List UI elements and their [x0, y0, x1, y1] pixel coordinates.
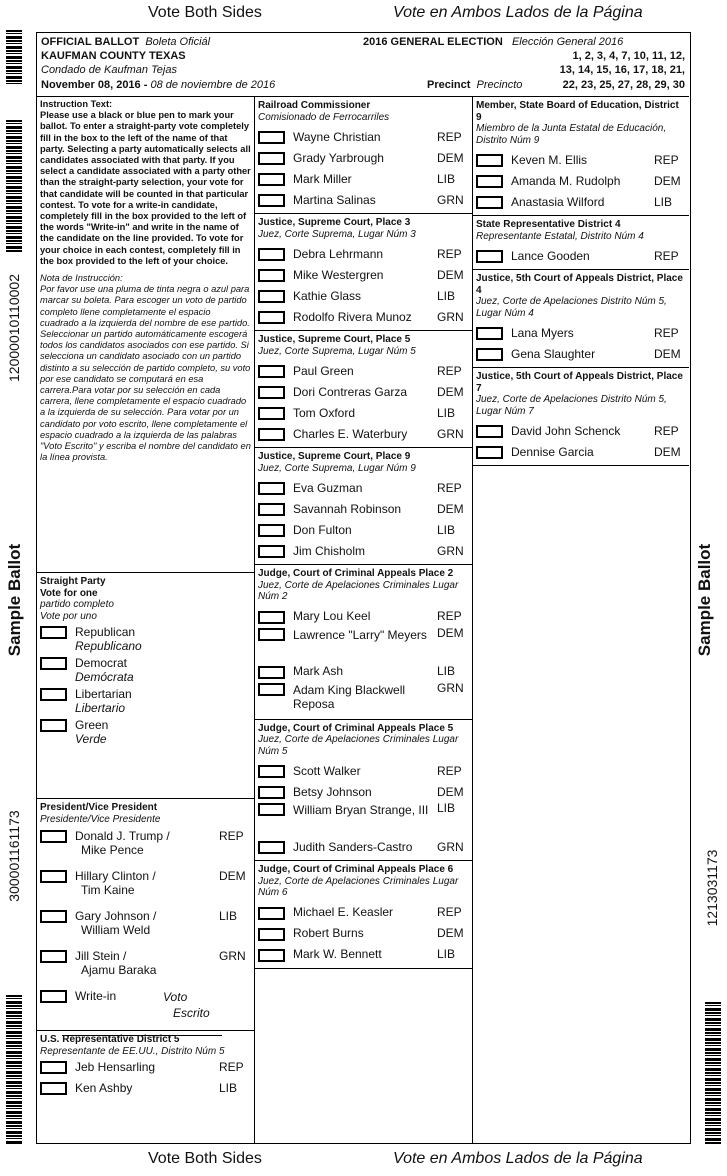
- election-title-es: Elección General 2016: [511, 36, 624, 48]
- candidate-row[interactable]: [476, 323, 686, 344]
- instructions-body: Please use a black or blue pen to mark your ballot. To enter a straight-party vote completely fill in the box to the left of the name of that party. Selecting a party automatically selects all candidates associated with that party. If you select a candidate associated with a party other than the straight-party selection, your vote for that candidate will be counted in that particular contest. To vote for a write-in candidate, completely fill in the box provided to the left of the words "Write-in" and write in the name of the candidate on the line provided. To vote for your choice in each contest, completely fill in the box provided to the left of your choice.: [40, 110, 251, 266]
- candidate-party: LIB: [437, 947, 456, 962]
- party-label: [75, 656, 134, 684]
- contest-title: Justice, Supreme Court, Place 9: [258, 451, 411, 462]
- candidate-name: Adam King Blackwell Reposa: [293, 682, 406, 711]
- party-checkbox[interactable]: [40, 719, 67, 732]
- party-name-es: Libertario: [75, 701, 126, 715]
- party-label: [75, 687, 132, 715]
- candidate-row[interactable]: [258, 924, 469, 945]
- contest-title: Railroad Commissioner: [258, 100, 371, 111]
- candidate-party: GRN: [437, 192, 464, 207]
- candidate-party: REP: [219, 1059, 244, 1074]
- president-title-es: Presidente/Vice Presidente: [40, 813, 161, 825]
- candidate-name: Amanda M. Rudolph: [511, 173, 621, 188]
- candidate-party: GRN: [437, 839, 464, 854]
- candidate-checkbox[interactable]: [258, 524, 285, 537]
- candidate-row[interactable]: [258, 361, 469, 382]
- contest-title: Judge, Court of Criminal Appeals Place 6: [258, 864, 454, 875]
- writein-checkbox[interactable]: [40, 990, 67, 1003]
- contest-title: Justice, 5th Court of Appeals District, Place 4: [476, 273, 683, 296]
- candidate-checkbox[interactable]: [258, 765, 285, 778]
- usrep-title: U.S. Representative District 5: [40, 1034, 180, 1045]
- president-candidate[interactable]: [40, 869, 251, 905]
- candidate-name: [75, 829, 219, 857]
- candidate-name: Tom Oxford: [293, 405, 356, 420]
- candidate-row[interactable]: [258, 265, 469, 286]
- candidate-party: LIB: [654, 194, 673, 209]
- party-checkbox[interactable]: [40, 688, 67, 701]
- candidate-checkbox[interactable]: [258, 503, 285, 516]
- party-name: Democrat: [75, 656, 128, 670]
- candidate-party: DEM: [654, 346, 681, 361]
- barcode-bottom-right: [705, 1002, 721, 1144]
- straight-party-title-es: partido completo: [40, 599, 114, 610]
- writein-es-2: Escrito: [173, 1006, 210, 1020]
- candidate-name: Savannah Robinson: [293, 501, 402, 516]
- column-3: [473, 97, 689, 1143]
- candidate-name: Dennise Garcia: [511, 444, 594, 459]
- candidate-name: Judith Sanders-Castro: [293, 839, 413, 854]
- vote-both-sides-es-bottom: Vote en Ambos Lados de la Página: [393, 1150, 643, 1167]
- candidate-party: REP: [654, 423, 679, 438]
- contest-candidates: [258, 478, 469, 562]
- usrep-candidates: [40, 1057, 251, 1099]
- candidate-party: GRN: [437, 543, 464, 558]
- candidate-checkbox[interactable]: [476, 327, 503, 340]
- straight-party-section: [37, 573, 254, 799]
- candidate-row[interactable]: [258, 424, 469, 445]
- contest-section: [255, 720, 472, 862]
- candidate-name: Dori Contreras Garza: [293, 384, 408, 399]
- candidate-party: DEM: [437, 267, 464, 282]
- candidate-row[interactable]: [258, 499, 469, 520]
- candidate-party: DEM: [437, 150, 464, 165]
- candidate-party: LIB: [437, 522, 456, 537]
- candidate-checkbox[interactable]: [258, 683, 285, 696]
- candidate-name: Betsy Johnson: [293, 784, 372, 799]
- writein-label: Write-in: [75, 989, 117, 1003]
- contest-subtitle: Juez, Corte Suprema, Lugar Núm 9: [258, 462, 416, 474]
- contest-title: Justice, Supreme Court, Place 5: [258, 334, 411, 345]
- contest-subtitle: Representante Estatal, Distrito Núm 4: [476, 230, 644, 242]
- party-name: Republican: [75, 625, 136, 639]
- candidate-row[interactable]: [258, 169, 469, 190]
- party-name-es: Republicano: [75, 639, 142, 653]
- candidate-name: Paul Green: [293, 363, 354, 378]
- candidate-row[interactable]: [258, 307, 469, 328]
- official-ballot-es: Boleta Oficiál: [145, 36, 211, 48]
- president-candidate[interactable]: [40, 949, 251, 985]
- contest-section: [473, 368, 689, 466]
- ballot-header: [37, 33, 689, 97]
- president-candidates: [40, 829, 251, 985]
- candidate-row[interactable]: [258, 945, 469, 966]
- precinct-list-1: 1, 2, 3, 4, 7, 10, 11, 12,: [572, 50, 685, 62]
- candidate-party: DEM: [437, 384, 464, 399]
- left-id-number-2: 300001161173: [6, 810, 22, 902]
- contest-candidates: [258, 903, 469, 966]
- candidate-row[interactable]: [258, 190, 469, 211]
- election-date-es: 08 de noviembre de 2016: [150, 79, 276, 91]
- precinct-list-3: 22, 23, 25, 27, 28, 29, 30: [562, 79, 685, 91]
- contest-candidates: [476, 323, 686, 365]
- candidate-checkbox[interactable]: [258, 482, 285, 495]
- candidate-line-1: Jill Stein /: [75, 949, 127, 963]
- candidate-name: Scott Walker: [293, 763, 361, 778]
- writein-option[interactable]: [40, 989, 251, 1029]
- contest-subtitle: Juez, Corte de Apelaciones Criminales Lugar Núm 6: [258, 875, 459, 898]
- candidate-party: GRN: [437, 309, 464, 324]
- candidate-row[interactable]: [258, 837, 469, 858]
- party-label: [75, 625, 142, 653]
- candidate-row[interactable]: [258, 148, 469, 169]
- candidate-name: Mary Lou Keel: [293, 609, 371, 624]
- contest-candidates: [258, 244, 469, 328]
- candidate-row[interactable]: [258, 803, 469, 837]
- candidate-party: REP: [437, 905, 462, 920]
- candidate-row[interactable]: [258, 127, 469, 148]
- candidate-row[interactable]: [258, 244, 469, 265]
- candidate-line-2: Ajamu Baraka: [81, 963, 157, 977]
- candidate-checkbox[interactable]: [258, 131, 285, 144]
- candidate-checkbox[interactable]: [258, 194, 285, 207]
- party-option[interactable]: [40, 656, 251, 684]
- straight-party-title: Straight Party: [40, 576, 106, 587]
- column-2: [255, 97, 473, 1143]
- candidate-name: [75, 869, 219, 897]
- candidate-row[interactable]: [476, 171, 686, 192]
- candidate-party: LIB: [437, 288, 456, 303]
- election-title: 2016 GENERAL ELECTION: [363, 36, 503, 48]
- candidate-party: DEM: [654, 173, 681, 188]
- candidate-party: DEM: [437, 625, 464, 640]
- candidate-checkbox[interactable]: [476, 250, 503, 263]
- candidate-row[interactable]: [258, 520, 469, 541]
- candidate-checkbox[interactable]: [258, 386, 285, 399]
- instructions-title-es: Nota de Instrucción:: [40, 273, 123, 284]
- candidate-name: Anastasia Wilford: [511, 194, 605, 209]
- precinct-list-2: 13, 14, 15, 16, 17, 18, 21,: [559, 64, 685, 76]
- contest-candidates: [258, 607, 469, 717]
- contest-candidates: [476, 246, 686, 267]
- candidate-name: Rodolfo Rivera Munoz: [293, 309, 412, 324]
- candidate-row[interactable]: [476, 421, 686, 442]
- contest-subtitle: Juez, Corte Suprema, Lugar Núm 3: [258, 228, 416, 240]
- candidate-checkbox[interactable]: [258, 928, 285, 941]
- candidate-row[interactable]: [476, 344, 686, 365]
- candidate-party: DEM: [219, 869, 246, 883]
- contest-section: [255, 448, 472, 565]
- candidate-row[interactable]: [258, 680, 469, 717]
- candidate-row[interactable]: [258, 286, 469, 307]
- contest-candidates: [476, 421, 686, 463]
- candidate-line-1: Donald J. Trump /: [75, 829, 170, 843]
- instructions-section: [37, 97, 254, 573]
- candidate-checkbox[interactable]: [40, 950, 67, 963]
- usrep-sub: Representante de EE.UU., Distrito Núm 5: [40, 1045, 225, 1057]
- candidate-line-2: Mike Pence: [81, 843, 144, 857]
- candidate-party: REP: [437, 609, 462, 624]
- candidate-checkbox[interactable]: [476, 446, 503, 459]
- contest-title: Justice, Supreme Court, Place 3: [258, 217, 411, 228]
- candidate-checkbox[interactable]: [476, 196, 503, 209]
- candidate-name: Wayne Christian: [293, 129, 381, 144]
- candidate-name: Gena Slaughter: [511, 346, 596, 361]
- usrep-section: [37, 1031, 254, 1101]
- president-title: President/Vice President: [40, 802, 158, 813]
- candidate-party: LIB: [437, 405, 456, 420]
- candidate-party: REP: [437, 763, 462, 778]
- contest-subtitle: Juez, Corte Suprema, Lugar Núm 5: [258, 345, 416, 357]
- candidate-line-1: Gary Johnson /: [75, 909, 157, 923]
- contest-candidates: [258, 761, 469, 858]
- contest-section: [473, 97, 689, 216]
- party-option[interactable]: [40, 687, 251, 715]
- candidate-checkbox[interactable]: [476, 425, 503, 438]
- contest-subtitle: Juez, Corte de Apelaciones Criminales Lugar Núm 5: [258, 734, 459, 757]
- candidate-checkbox[interactable]: [258, 152, 285, 165]
- party-checkbox[interactable]: [40, 657, 67, 670]
- candidate-name: Grady Yarbrough: [293, 150, 384, 165]
- straight-party-vote: Vote for one: [40, 587, 98, 599]
- contest-title: Judge, Court of Criminal Appeals Place 5: [258, 722, 454, 734]
- column-1: [37, 97, 255, 1143]
- party-name: Green: [75, 718, 109, 732]
- straight-party-vote-es: Vote por uno: [40, 610, 97, 622]
- candidate-party: DEM: [654, 444, 681, 459]
- candidate-name: Keven M. Ellis: [511, 152, 588, 167]
- candidate-name: [75, 909, 219, 937]
- candidate-checkbox[interactable]: [476, 154, 503, 167]
- candidate-name: Mark Ash: [293, 664, 344, 679]
- party-option[interactable]: [40, 718, 251, 746]
- candidate-party: DEM: [437, 926, 464, 941]
- candidate-checkbox[interactable]: [40, 830, 67, 843]
- candidate-name: Mark W. Bennett: [293, 947, 382, 962]
- party-list: [40, 625, 251, 746]
- vote-both-sides-top: Vote Both Sides: [148, 4, 262, 21]
- candidate-checkbox[interactable]: [476, 175, 503, 188]
- candidate-name: Michael E. Keasler: [293, 905, 394, 920]
- candidate-name: Lance Gooden: [511, 248, 590, 263]
- candidate-checkbox[interactable]: [258, 311, 285, 324]
- contest-subtitle: Comisionado de Ferrocarriles: [258, 111, 390, 123]
- candidate-row[interactable]: [476, 150, 686, 171]
- ballot-sheet: [36, 32, 691, 1144]
- candidate-row[interactable]: [258, 478, 469, 499]
- candidate-checkbox[interactable]: [40, 1061, 67, 1074]
- candidate-row[interactable]: [40, 1078, 251, 1099]
- candidate-checkbox[interactable]: [258, 173, 285, 186]
- party-checkbox[interactable]: [40, 626, 67, 639]
- candidate-party: DEM: [437, 784, 464, 799]
- candidate-checkbox[interactable]: [258, 803, 285, 816]
- vote-both-sides-bottom: Vote Both Sides: [148, 1150, 262, 1167]
- contest-title: Justice, 5th Court of Appeals District, Place 7: [476, 371, 683, 394]
- candidate-name: Don Fulton: [293, 522, 352, 537]
- candidate-row[interactable]: [258, 761, 469, 782]
- candidate-name: Eva Guzman: [293, 480, 363, 495]
- candidate-name: Jeb Hensarling: [75, 1059, 156, 1074]
- candidate-checkbox[interactable]: [258, 407, 285, 420]
- contest-candidates: [476, 150, 686, 213]
- election-date: November 08, 2016 -: [41, 79, 148, 91]
- contest-section: [473, 216, 689, 270]
- left-id-number-1: 12000010110002: [6, 274, 22, 382]
- county-label: KAUFMAN COUNTY TEXAS: [41, 50, 186, 62]
- contest-section: [473, 270, 689, 368]
- candidate-name: Mike Westergren: [293, 267, 384, 282]
- barcode-top-left: [6, 30, 22, 85]
- candidate-party: LIB: [219, 909, 238, 923]
- candidate-name: Lawrence "Larry" Meyers: [293, 627, 427, 642]
- party-name-es: Verde: [75, 732, 107, 746]
- contest-subtitle: Miembro de la Junta Estatal de Educación, Distrito Núm 9: [476, 123, 667, 146]
- candidate-row[interactable]: [258, 662, 469, 683]
- party-option[interactable]: [40, 625, 251, 653]
- candidate-party: REP: [654, 152, 679, 167]
- candidate-checkbox[interactable]: [476, 348, 503, 361]
- candidate-party: GRN: [437, 680, 464, 695]
- party-name-es: Demócrata: [75, 670, 134, 684]
- candidate-name: Charles E. Waterbury: [293, 426, 408, 441]
- candidate-line-2: William Weld: [81, 923, 151, 937]
- candidate-name: David John Schenck: [511, 423, 621, 438]
- candidate-party: DEM: [437, 501, 464, 516]
- president-candidate[interactable]: [40, 829, 251, 865]
- candidate-row[interactable]: [476, 442, 686, 463]
- candidate-party: REP: [437, 363, 462, 378]
- candidate-row[interactable]: [40, 1057, 251, 1078]
- writein-es-1: Voto: [163, 990, 188, 1004]
- candidate-checkbox[interactable]: [258, 611, 285, 624]
- candidate-party: REP: [654, 325, 679, 340]
- candidate-row[interactable]: [476, 246, 686, 267]
- candidate-party: LIB: [219, 1080, 238, 1095]
- contest-section: [255, 861, 472, 969]
- candidate-party: REP: [437, 129, 462, 144]
- candidate-checkbox[interactable]: [258, 248, 285, 261]
- candidate-party: GRN: [437, 426, 464, 441]
- candidate-checkbox[interactable]: [40, 1082, 67, 1095]
- candidate-checkbox[interactable]: [258, 841, 285, 854]
- candidate-party: REP: [437, 480, 462, 495]
- president-candidate[interactable]: [40, 909, 251, 945]
- candidate-row[interactable]: [258, 782, 469, 803]
- candidate-party: REP: [437, 246, 462, 261]
- official-ballot-label: OFFICIAL BALLOT: [41, 36, 140, 48]
- candidate-checkbox[interactable]: [258, 949, 285, 962]
- candidate-line-1: Hillary Clinton /: [75, 869, 156, 883]
- candidate-checkbox[interactable]: [258, 786, 285, 799]
- contest-candidates: [258, 127, 469, 211]
- barcode-bottom-left: [6, 995, 22, 1145]
- vote-both-sides-es-top: Vote en Ambos Lados de la Página: [393, 4, 643, 21]
- president-section: [37, 799, 254, 1031]
- candidate-row[interactable]: [476, 192, 686, 213]
- candidate-checkbox[interactable]: [258, 628, 285, 641]
- candidate-name: Kathie Glass: [293, 288, 362, 303]
- contest-candidates: [258, 361, 469, 445]
- candidate-name: Robert Burns: [293, 926, 364, 941]
- precinct-label-es: Precincto: [476, 79, 523, 91]
- contest-section: [255, 97, 472, 214]
- candidate-checkbox[interactable]: [258, 269, 285, 282]
- contest-subtitle: Juez, Corte de Apelaciones Distrito Núm 5, Lugar Núm 7: [476, 394, 667, 417]
- contest-subtitle: Juez, Corte de Apelaciones Distrito Núm 5, Lugar Núm 4: [476, 296, 667, 319]
- contest-section: [255, 214, 472, 331]
- candidate-party: REP: [654, 248, 679, 263]
- candidate-name: Mark Miller: [293, 171, 352, 186]
- instructions-title: Instruction Text:: [40, 99, 113, 109]
- candidate-line-2: Tim Kaine: [81, 883, 135, 897]
- candidate-row[interactable]: [258, 607, 469, 628]
- instructions-body-es: Por favor use una pluma de tinta negra o azul para marcar su boleta. Para escoger un voto de partido completo llene completamente el espacio cuadrado a la izquierda del nombre de ese partido. Seleccionar un partido automáticamente escogerá todos los candidatos asociados con ese partido. Si selecciona un candidato asociado con un partido distinto a su selección de partido completo, su voto por ese candidato se computará en esa carrera.Para votar por su selección en cada carrera, llene completamente el espacio cuadrado a la izquierda de su selección. Para votar por un candidato por voto escrito, llene completamente el espacio cuadrado a la izquierda de las palabras "Voto Escrito" y escriba el nombre del candidato en la línea provista.: [40, 284, 251, 463]
- party-label: [75, 718, 108, 746]
- top-banner: [0, 0, 727, 30]
- party-name: Libertarian: [75, 687, 132, 701]
- candidate-name: Ken Ashby: [75, 1080, 133, 1095]
- contest-title: Judge, Court of Criminal Appeals Place 2: [258, 568, 454, 579]
- contest-title: Member, State Board of Education, District 9: [476, 100, 679, 123]
- contest-section: [255, 565, 472, 720]
- candidate-row[interactable]: [258, 625, 469, 662]
- candidate-name: Martina Salinas: [293, 192, 376, 207]
- candidate-checkbox[interactable]: [258, 428, 285, 441]
- candidate-row[interactable]: [258, 382, 469, 403]
- candidate-name: William Bryan Strange, III: [293, 803, 429, 817]
- candidate-party: LIB: [437, 171, 456, 186]
- candidate-name: Jim Chisholm: [293, 543, 366, 558]
- candidate-checkbox[interactable]: [258, 907, 285, 920]
- county-es: Condado de Kaufman Tejas: [41, 64, 177, 76]
- sample-ballot-left: Sample Ballot: [5, 543, 24, 657]
- candidate-row[interactable]: [258, 541, 469, 562]
- candidate-name: [75, 949, 219, 977]
- contest-subtitle: Juez, Corte de Apelaciones Criminales Lugar Núm 2: [258, 579, 459, 602]
- right-id-number: 1213031173: [704, 849, 720, 927]
- candidate-checkbox[interactable]: [40, 910, 67, 923]
- candidate-party: LIB: [437, 801, 456, 815]
- candidate-party: REP: [219, 829, 244, 843]
- contest-section: [255, 331, 472, 448]
- candidate-party: GRN: [219, 949, 246, 963]
- candidate-checkbox[interactable]: [258, 365, 285, 378]
- precinct-label: Precinct: [427, 79, 471, 91]
- candidate-checkbox[interactable]: [258, 290, 285, 303]
- candidate-checkbox[interactable]: [258, 666, 285, 679]
- candidate-name: Debra Lehrmann: [293, 246, 384, 261]
- sample-ballot-right: Sample Ballot: [695, 543, 714, 657]
- candidate-row[interactable]: [258, 903, 469, 924]
- candidate-checkbox[interactable]: [40, 870, 67, 883]
- contest-title: State Representative District 4: [476, 219, 621, 230]
- candidate-row[interactable]: [258, 403, 469, 424]
- candidate-party: LIB: [437, 664, 456, 679]
- candidate-checkbox[interactable]: [258, 545, 285, 558]
- candidate-name: Lana Myers: [511, 325, 574, 340]
